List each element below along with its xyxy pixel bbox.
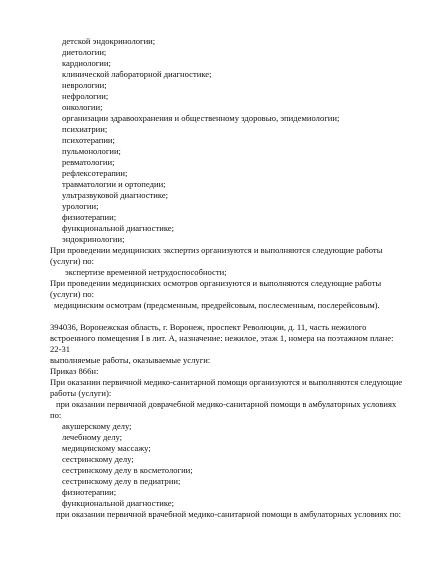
list-item: медицинскому массажу; bbox=[62, 443, 151, 453]
list-item: акушерскому делу; bbox=[62, 421, 132, 431]
list-item: ультразвуковой диагностике; bbox=[62, 190, 169, 200]
list-item: эндокринологии; bbox=[62, 234, 125, 244]
exams-intro: При проведении медицинских осмотров организуются и выполняются следующие работы bbox=[50, 278, 382, 288]
list-item: сестринскому делу в косметологии; bbox=[62, 465, 193, 475]
list-item: пульмонологии; bbox=[62, 146, 121, 156]
list-item: лечебному делу; bbox=[62, 432, 123, 442]
list-item: организации здравоохранения и общественному здоровью, эпидемиологии; bbox=[62, 113, 340, 123]
primary-intro-cont: работы (услуги): bbox=[50, 388, 112, 398]
order-label: Приказ 866н: bbox=[50, 366, 99, 376]
list-item: онкологии; bbox=[62, 102, 103, 112]
list-item: неврологии; bbox=[62, 80, 107, 90]
list-item: функциональной диагностике; bbox=[62, 498, 175, 508]
doctor-intro: при оказании первичной врачебной медико-санитарной помощи в амбулаторных условиях по: bbox=[56, 509, 402, 519]
list-item: урологии; bbox=[62, 201, 99, 211]
expertise-intro: При проведении медицинских экспертиз организуются и выполняются следующие работы bbox=[50, 245, 383, 255]
list-item: детской эндокринологии; bbox=[62, 36, 156, 46]
address-line: встроенного помещения I в лит. А, назначение: нежилое, этаж 1, номера на поэтажном плане: bbox=[50, 333, 394, 343]
list-item: сестринскому делу в педиатрии; bbox=[62, 476, 181, 486]
list-item: кардиологии; bbox=[62, 58, 111, 68]
list-item: психиатрии; bbox=[62, 124, 108, 134]
primary-intro: При оказании первичной медико-санитарной помощи организуются и выполняются следующие bbox=[50, 377, 403, 387]
list-item: нефрологии; bbox=[62, 91, 109, 101]
works-label: выполняемые работы, оказываемые услуги: bbox=[50, 355, 211, 365]
expertise-item: экспертизе временной нетрудоспособности; bbox=[65, 267, 227, 277]
list-item: травматологии и ортопедии; bbox=[62, 179, 166, 189]
list-item: клинической лабораторной диагностике; bbox=[62, 69, 212, 79]
list-item: функциональной диагностике; bbox=[62, 223, 175, 233]
address-line: 394036, Воронежская область, г. Воронеж, проспект Революции, д. 11, часть нежилого bbox=[50, 322, 367, 332]
list-item: диетологии; bbox=[62, 47, 107, 57]
list-item: ревматологии; bbox=[62, 157, 115, 167]
pre-doctor-intro-cont: по: bbox=[50, 410, 62, 420]
list-item: физиотерапии; bbox=[62, 212, 117, 222]
exams-intro-cont: (услуги) по: bbox=[50, 289, 94, 299]
address-line: 22-31 bbox=[50, 344, 71, 354]
list-item: сестринскому делу; bbox=[62, 454, 134, 464]
list-item: рефлексотерапии; bbox=[62, 168, 128, 178]
pre-doctor-intro: при оказании первичной доврачебной медико-санитарной помощи в амбулаторных условиях bbox=[56, 399, 397, 409]
exams-item: медицинским осмотрам (предсменным, предрейсовым, послесменным, послерейсовым). bbox=[54, 300, 380, 310]
list-item: психотерапии; bbox=[62, 135, 115, 145]
list-item: физиотерапии; bbox=[62, 487, 117, 497]
expertise-intro-cont: (услуги) по: bbox=[50, 256, 94, 266]
